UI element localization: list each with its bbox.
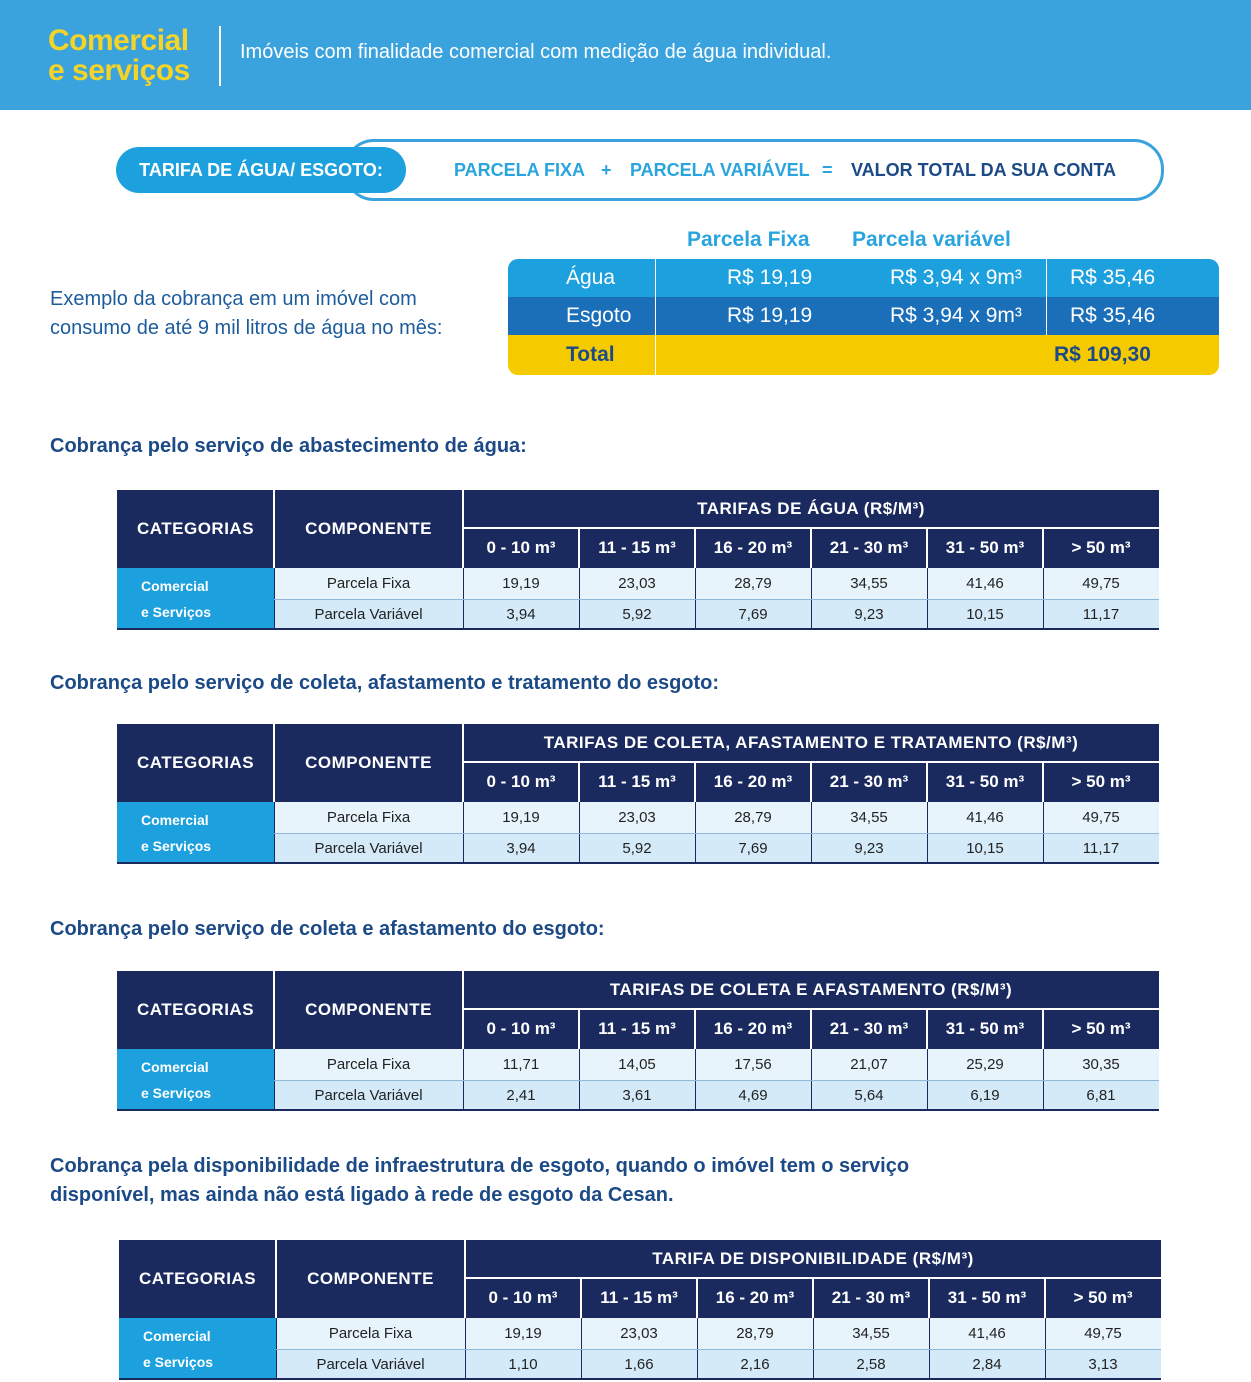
value-cell: 49,75 [1084, 1325, 1122, 1342]
header-range: 31 - 50 m³ [945, 772, 1025, 791]
header-range: 11 - 15 m³ [600, 1288, 678, 1307]
section-title-coleta-afastamento: Cobrança pelo serviço de coleta e afastamento do esgoto: [50, 918, 605, 940]
example-head-variable: Parcela variável [852, 228, 1011, 251]
example-description-line1: Exemplo da cobrança em um imóvel com [50, 288, 417, 310]
value-cell: 6,81 [1086, 1087, 1116, 1104]
value-cell: 19,19 [502, 809, 540, 826]
header-categorias: CATEGORIAS [138, 1269, 257, 1288]
example-divider [1046, 259, 1047, 335]
header-range: 21 - 30 m³ [829, 538, 909, 557]
column-divider [275, 1240, 277, 1318]
column-divider [1042, 762, 1044, 802]
value-cell: 11,71 [502, 1056, 540, 1073]
formula-result: VALOR TOTAL DA SUA CONTA [851, 160, 1116, 180]
header-banner [0, 0, 1251, 110]
header-title [48, 26, 190, 86]
value-cell: 25,29 [966, 1056, 1004, 1073]
value-cell: 34,55 [850, 809, 888, 826]
category-line1: Comercial [141, 1059, 209, 1075]
value-cell: 1,10 [508, 1356, 538, 1373]
column-divider [694, 528, 696, 568]
component-cell: Parcela Variável [314, 1087, 423, 1104]
value-cell: 28,79 [734, 575, 772, 592]
header-range: > 50 m³ [1071, 1019, 1131, 1038]
header-range: 16 - 20 m³ [713, 538, 793, 557]
value-cell: 49,75 [1082, 809, 1120, 826]
value-cell: 3,94 [506, 840, 536, 857]
header-range: 11 - 15 m³ [598, 772, 676, 791]
value-cell: 7,69 [738, 840, 768, 857]
column-divider [694, 1009, 696, 1049]
value-cell: 5,92 [622, 840, 652, 857]
category-line2: e Serviços [141, 604, 212, 620]
column-divider [696, 1278, 698, 1318]
value-cell: 5,92 [622, 606, 652, 623]
row-divider [276, 1349, 1161, 1350]
value-cell: 3,13 [1088, 1356, 1118, 1373]
header-range: 0 - 10 m³ [488, 1288, 558, 1307]
header-range: > 50 m³ [1071, 772, 1131, 791]
category-line1: Comercial [141, 812, 209, 828]
value-cell: 41,46 [966, 809, 1004, 826]
value-cell: 2,16 [740, 1356, 770, 1373]
value-cell: 28,79 [736, 1325, 774, 1342]
table-bottom-border [119, 1378, 1161, 1380]
value-cell: 2,58 [856, 1356, 886, 1373]
header-range: 31 - 50 m³ [945, 1019, 1025, 1038]
row-divider [274, 599, 1159, 600]
example-total-label: Total [566, 343, 615, 366]
header-range: > 50 m³ [1073, 1288, 1133, 1307]
component-cell: Parcela Variável [314, 606, 423, 623]
header-range: 21 - 30 m³ [829, 1019, 909, 1038]
value-cell: 3,94 [506, 606, 536, 623]
header-tariff-title: TARIFAS DE COLETA E AFASTAMENTO (R$/M³) [609, 980, 1013, 999]
component-cell: Parcela Variável [314, 840, 423, 857]
value-cell: 14,05 [618, 1056, 656, 1073]
tariff-table-coleta-tratamento [117, 724, 1159, 864]
header-tariff-title: TARIFAS DE COLETA, AFASTAMENTO E TRATAMENTO (R$/M³) [543, 733, 1079, 752]
value-cell: 34,55 [850, 575, 888, 592]
component-cell: Parcela Fixa [326, 575, 411, 592]
category-line1: Comercial [143, 1328, 211, 1344]
section-title-line2: disponível, mas ainda não está ligado à rede de esgoto da Cesan. [50, 1184, 674, 1206]
column-divider [926, 1009, 928, 1049]
value-cell: 21,07 [850, 1056, 888, 1073]
value-cell: 17,56 [734, 1056, 772, 1073]
header-tariff-title: TARIFAS DE ÁGUA (R$/M³) [697, 499, 925, 518]
header-tariff-title: TARIFA DE DISPONIBILIDADE (R$/M³) [652, 1249, 974, 1268]
table-bottom-border [117, 862, 1159, 864]
header-categorias: CATEGORIAS [136, 519, 255, 538]
category-cell [117, 802, 274, 864]
example-row-label: Esgoto [566, 304, 632, 327]
value-cell: 23,03 [620, 1325, 658, 1342]
value-cell: 4,69 [738, 1087, 768, 1104]
header-range: > 50 m³ [1071, 538, 1131, 557]
formula-part-fixed: PARCELA FIXA [454, 160, 586, 180]
column-divider [810, 762, 812, 802]
header-title-line1: Comercial [48, 24, 189, 57]
header-componente: COMPONENTE [305, 519, 432, 538]
value-cell: 23,03 [618, 575, 656, 592]
example-row-fixed: R$ 19,19 [727, 304, 813, 327]
column-divider [462, 971, 464, 1049]
header-divider [219, 26, 221, 86]
value-cell: 23,03 [618, 809, 656, 826]
value-cell: 7,69 [738, 606, 768, 623]
section-title-agua: Cobrança pelo serviço de abastecimento de água: [50, 435, 527, 457]
header-title-line2: e serviços [48, 54, 190, 87]
example-row-total: R$ 35,46 [1070, 304, 1156, 327]
example-row-fixed: R$ 19,19 [727, 266, 813, 289]
header-range: 0 - 10 m³ [486, 772, 556, 791]
header-description: Imóveis com finalidade comercial com medição de água individual. [240, 41, 832, 63]
example-row-total: R$ 35,46 [1070, 266, 1156, 289]
component-cell: Parcela Fixa [326, 809, 411, 826]
header-range: 11 - 15 m³ [598, 538, 676, 557]
header-range: 31 - 50 m³ [945, 538, 1025, 557]
header-componente: COMPONENTE [307, 1269, 434, 1288]
value-cell: 5,64 [854, 1087, 884, 1104]
column-divider [926, 762, 928, 802]
category-line1: Comercial [141, 578, 209, 594]
header-range: 16 - 20 m³ [715, 1288, 795, 1307]
column-divider [928, 1278, 930, 1318]
example-row-agua [508, 259, 1219, 297]
value-cell: 10,15 [966, 606, 1004, 623]
header-range: 11 - 15 m³ [598, 1019, 676, 1038]
value-cell: 11,17 [1082, 840, 1120, 857]
column-divider [578, 528, 580, 568]
header-categorias: CATEGORIAS [136, 1000, 255, 1019]
column-divider [1044, 1278, 1046, 1318]
example-description-line2: consumo de até 9 mil litros de água no mês: [50, 317, 443, 339]
value-cell: 2,41 [506, 1087, 536, 1104]
example-row-variable: R$ 3,94 x 9m³ [890, 266, 1022, 289]
section-title-line1: Cobrança pela disponibilidade de infraestrutura de esgoto, quando o imóvel tem o serviço [50, 1155, 910, 1177]
header-range: 31 - 50 m³ [947, 1288, 1027, 1307]
value-cell: 28,79 [734, 809, 772, 826]
table-bottom-border [117, 628, 1159, 630]
column-divider [462, 724, 464, 802]
column-divider [273, 724, 275, 802]
example-divider [655, 259, 656, 375]
section-title-disponibilidade [50, 1152, 909, 1210]
value-cell: 11,17 [1082, 606, 1120, 623]
row-divider [274, 833, 1159, 834]
value-cell: 3,61 [622, 1087, 652, 1104]
example-table [508, 259, 1219, 375]
example-description [50, 285, 442, 343]
category-line2: e Serviços [141, 1085, 212, 1101]
header-categorias: CATEGORIAS [136, 753, 255, 772]
value-cell: 10,15 [966, 840, 1004, 857]
column-divider [694, 762, 696, 802]
header-range: 16 - 20 m³ [713, 1019, 793, 1038]
value-cell: 49,75 [1082, 575, 1120, 592]
column-divider [1042, 1009, 1044, 1049]
value-cell: 41,46 [968, 1325, 1006, 1342]
component-cell: Parcela Fixa [326, 1056, 411, 1073]
component-cell: Parcela Variável [316, 1356, 425, 1373]
row-divider [274, 1080, 1159, 1081]
formula-equals: = [822, 160, 833, 180]
value-cell: 1,66 [624, 1356, 654, 1373]
tariff-table-coleta-afastamento [117, 971, 1159, 1111]
example-row-label: Água [566, 266, 616, 289]
example-row-total-sum [508, 335, 1219, 375]
column-divider [273, 490, 275, 568]
column-divider [810, 528, 812, 568]
formula-plus: + [601, 160, 612, 180]
column-divider [580, 1278, 582, 1318]
example-row-esgoto [508, 297, 1219, 335]
header-range: 21 - 30 m³ [829, 772, 909, 791]
formula-part-variable: PARCELA VARIÁVEL [630, 160, 810, 180]
section-title-coleta-tratamento: Cobrança pelo serviço de coleta, afastamento e tratamento do esgoto: [50, 672, 720, 694]
category-cell [117, 568, 274, 630]
example-head-fixed: Parcela Fixa [687, 228, 810, 251]
tariff-table-agua [117, 490, 1159, 630]
column-divider [812, 1278, 814, 1318]
value-cell: 19,19 [502, 575, 540, 592]
value-cell: 2,84 [972, 1356, 1002, 1373]
column-divider [273, 971, 275, 1049]
tariff-table-disponibilidade [119, 1240, 1161, 1380]
column-divider [578, 762, 580, 802]
header-range: 21 - 30 m³ [831, 1288, 911, 1307]
value-cell: 41,46 [966, 575, 1004, 592]
column-divider [1042, 528, 1044, 568]
category-cell [119, 1318, 276, 1380]
column-divider [464, 1240, 466, 1318]
table-bottom-border [117, 1109, 1159, 1111]
value-cell: 6,19 [970, 1087, 1000, 1104]
header-range: 0 - 10 m³ [486, 1019, 556, 1038]
category-line2: e Serviços [141, 838, 212, 854]
example-total-value: R$ 109,30 [1054, 343, 1151, 366]
column-divider [462, 490, 464, 568]
value-cell: 9,23 [854, 606, 884, 623]
header-range: 16 - 20 m³ [713, 772, 793, 791]
header-range: 0 - 10 m³ [486, 538, 556, 557]
category-cell [117, 1049, 274, 1111]
formula-label: TARIFA DE ÁGUA/ ESGOTO: [116, 147, 406, 193]
value-cell: 9,23 [854, 840, 884, 857]
value-cell: 19,19 [504, 1325, 542, 1342]
example-row-variable: R$ 3,94 x 9m³ [890, 304, 1022, 327]
column-divider [926, 528, 928, 568]
column-divider [578, 1009, 580, 1049]
category-line2: e Serviços [143, 1354, 214, 1370]
value-cell: 34,55 [852, 1325, 890, 1342]
header-componente: COMPONENTE [305, 753, 432, 772]
component-cell: Parcela Fixa [328, 1325, 413, 1342]
header-componente: COMPONENTE [305, 1000, 432, 1019]
column-divider [810, 1009, 812, 1049]
value-cell: 30,35 [1082, 1056, 1120, 1073]
